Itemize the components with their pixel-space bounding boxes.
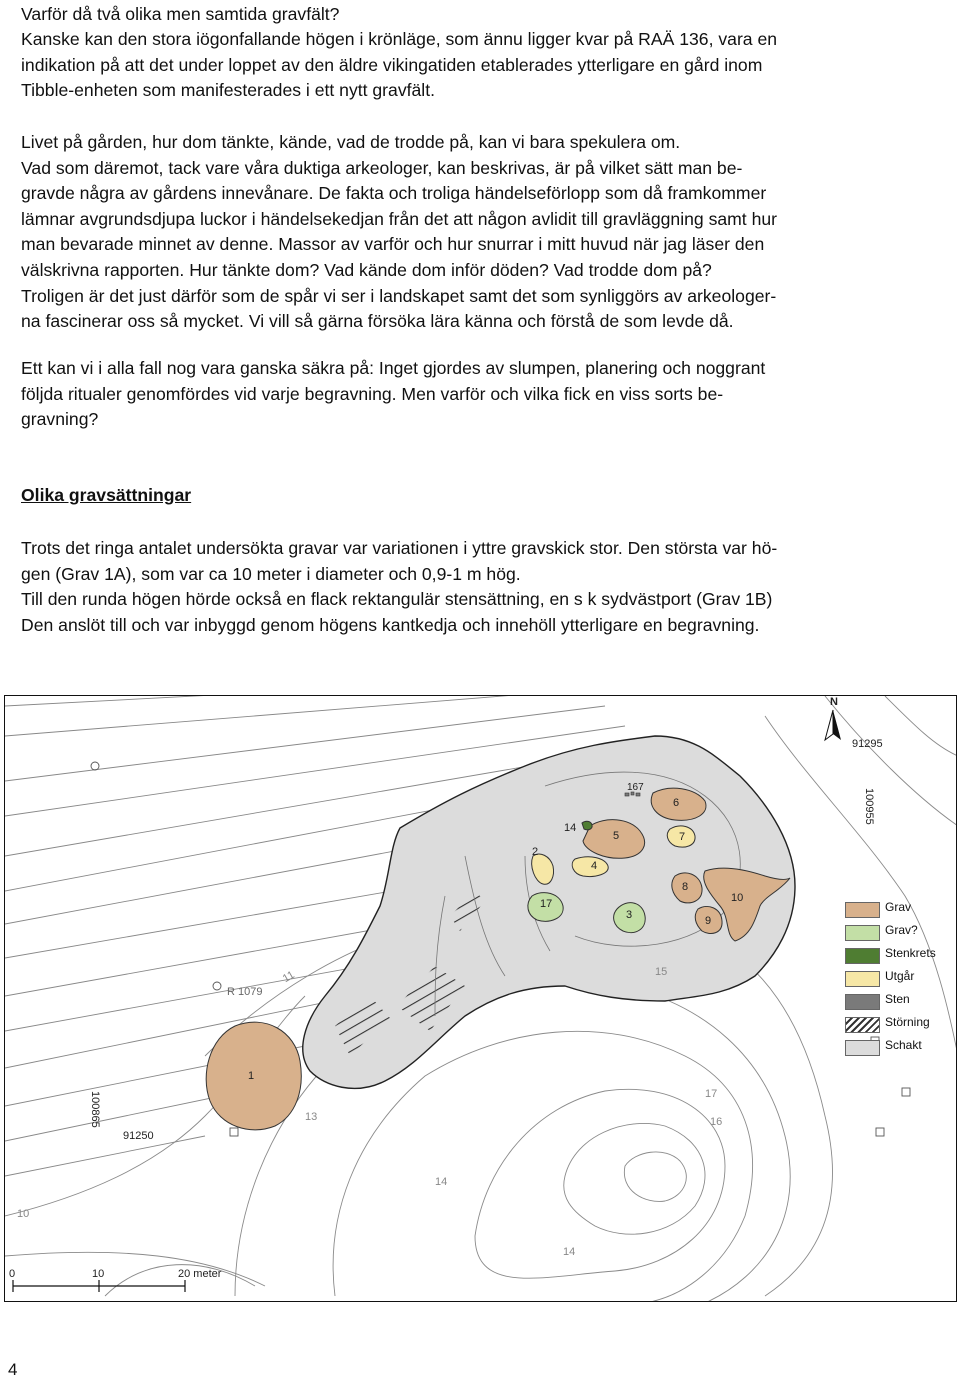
text-line: Livet på gården, hur dom tänkte, kände, vad de trodde på, kan vi bara spekulera om. [21,132,681,152]
coord-left-x: 91250 [123,1130,154,1142]
contour-label: 11 [280,968,297,986]
grave-label: 167 [627,782,644,793]
paragraph-3 [21,356,941,433]
legend-swatch [845,902,880,918]
excavation-map [4,695,957,1302]
map-drawing [5,696,957,1302]
scale-bar [13,1280,185,1292]
text-line: Kanske kan den stora iögonfallande högen i krönläge, som ännu ligger kvar på RAÄ 136, vara en [21,29,778,49]
text-line: Trots det ringa antalet undersökta gravar var variationen i yttre gravskick stor. Den största var hö- [21,538,778,558]
grave-label: 6 [673,797,680,809]
grave-label: 4 [591,860,598,872]
contour-label: 16 [710,1116,723,1128]
contour-label: 14 [435,1176,448,1188]
contour-label: 10 [17,1208,30,1220]
text-line: Vad som däremot, tack vare våra duktiga arkeologer, kan beskrivas, är på vilket sätt man be- [21,157,743,178]
grave-label: 17 [540,898,553,910]
text-line: man bevarade minnet av denne. Massor av varför och hur snurrar i mitt huvud när jag läser den [21,234,765,255]
contour-label: 17 [705,1088,718,1100]
coord-top-x: 91295 [852,738,883,750]
grave-label: 3 [626,909,633,921]
section-heading: Olika gravsättningar [21,485,192,505]
text-line: Troligen är det just därför som de spår vi ser i landskapet samt det som synliggörs av arkeologer- [21,285,777,306]
legend-label: Schakt [885,1038,922,1052]
contour-label: 13 [305,1111,318,1123]
page-number: 4 [8,1360,18,1379]
north-arrow-icon [825,710,841,740]
coord-left-y: 100865 [89,1091,101,1128]
text-line: indikation på att det under loppet av den äldre vikingatiden etablerades ytterligare en gård inom [21,54,763,75]
legend-label: Grav? [885,923,918,937]
legend-swatch [845,925,880,941]
text-line: Till den runda högen hörde också en flack rektangulär stensättning, en s k sydvästport (Grav 1B) [21,589,773,610]
paragraph-2 [21,130,941,335]
text-line: gen (Grav 1A), som var ca 10 meter i diameter och 0,9-1 m hög. [21,563,521,584]
grave-label: 7 [679,831,686,843]
scale-zero: 0 [9,1268,16,1280]
text-line: följda ritualer genomfördes vid varje begravning. Men varför och vilka fick en viss sorts be- [21,383,724,404]
grave-label: 14 [564,822,577,834]
paragraph-4 [21,536,941,638]
grave-label: 10 [731,892,744,904]
text-line: na fascinerar oss så mycket. Vi vill så gärna försöka lära känna och förstå de som levde då. [21,311,734,332]
text-line: gravde några av gårdens innevånare. De fakta och troliga händelseförlopp som då framkommer [21,183,767,204]
text-line: lämnar avgrundsdjupa luckor i händelsekedjan från det att någon avlidit till gravläggning samt hur [21,208,778,229]
road-label: R 1079 [227,986,263,998]
coord-top-y: 100955 [863,788,875,825]
legend-swatch [845,994,880,1010]
legend-swatch [845,1040,880,1056]
legend-swatch [845,971,880,987]
legend-label: Sten [885,992,910,1006]
grave-label: 5 [613,830,620,842]
legend-label: Utgår [885,969,915,983]
intro-question: Varför då två olika men samtida gravfält? [21,4,340,24]
legend-label: Grav [885,900,912,914]
legend-label: Störning [885,1015,930,1029]
contour-label: 15 [655,966,668,978]
scale-twenty: 20 meter [178,1268,222,1280]
north-label: N [830,696,838,708]
legend-label: Stenkrets [885,946,936,960]
grave-label: 8 [682,881,689,893]
grave-label: 1 [248,1070,255,1082]
scale-ten: 10 [92,1268,105,1280]
contour-label: 14 [563,1246,576,1258]
text-line: välskrivna rapporten. Hur tänkte dom? Vad kände dom inför döden? Vad trodde dom på? [21,259,712,280]
paragraph-1 [21,27,941,104]
grave-label: 2 [532,846,539,858]
legend-swatch [845,1017,880,1033]
text-line: Den anslöt till och var inbyggd genom högens kantkedja och innehöll ytterligare en begravning. [21,614,760,635]
text-line: Tibble-enheten som manifesterades i ett nytt gravfält. [21,80,435,101]
text-line: gravning? [21,409,99,430]
legend-swatch [845,948,880,964]
grave-label: 9 [705,915,712,927]
stenkrets-14 [582,821,592,830]
text-line: Ett kan vi i alla fall nog vara ganska säkra på: Inget gjordes av slumpen, planering och noggrant [21,358,766,378]
